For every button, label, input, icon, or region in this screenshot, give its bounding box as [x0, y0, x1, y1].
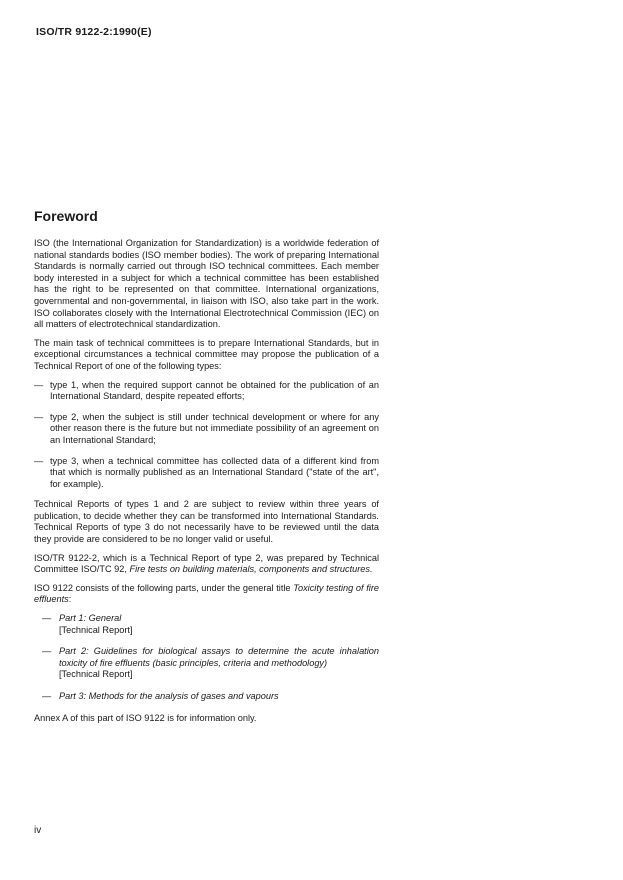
part-label: Part 1:: [59, 613, 87, 624]
paragraph-technical-committees: The main task of technical committees is to prepare International Standards, but in exceptional circumstances a technical committee may propose the publication of a Technical Report of one of the following types:: [34, 337, 379, 371]
parts-list: [34, 613, 379, 703]
paragraph-iso-intro: ISO (the International Organization for Standardization) is a worldwide federation of national standards bodies (ISO member bodies). The work of preparing International Standards is normally carried out through ISO technical committees. Each member body interested in a subject for which a technical committee has been established has the right to be represented on that committee. International organizations, governmental and non-governmental, in liaison with ISO, also take part in the work. ISO collaborates closely with the International Electrotechnical Commission (IEC) on all matters of electrotechnical standardization.: [34, 238, 379, 330]
parts-intro-colon: :: [68, 594, 72, 605]
list-item-part-3: [34, 691, 379, 703]
list-item-type-1: — type 1, when the required support cannot be obtained for the publication of an International Standard, despite repeated efforts;: [34, 380, 379, 403]
foreword-heading: Foreword: [34, 208, 98, 224]
paragraph-parts-intro: [34, 583, 379, 606]
general-title: Toxicity testing of fire effluents: [34, 582, 379, 605]
foreword-body: [34, 238, 379, 731]
part-label: Part 3:: [59, 691, 87, 701]
part-title: Methods for the analysis of gases and vapours: [88, 691, 279, 701]
part-title: Guidelines for biological assays to determine the acute inhalation toxicity of fire effluents (basic principles, criteria and methodology): [59, 646, 379, 668]
list-item-part-1: [34, 613, 379, 636]
paragraph-review: Technical Reports of types 1 and 2 are subject to review within three years of publication, to decide whether they can be transformed into International Standards. Technical Reports of type 3 do not necessarily have to be reviewed until the data they provide are considered to be no longer valid or useful.: [34, 499, 379, 545]
list-item-part-2: [34, 646, 379, 681]
part-title: General: [88, 613, 122, 624]
committee-title: Fire tests on building materials, components and structures.: [129, 564, 373, 575]
parts-intro-text: ISO 9122 consists of the following parts, under the general title: [34, 582, 291, 593]
paragraph-annex: Annex A of this part of ISO 9122 is for information only.: [34, 712, 257, 723]
document-identifier: ISO/TR 9122-2:1990(E): [36, 26, 152, 38]
part-note: [Technical Report]: [59, 669, 133, 680]
list-item-type-2: — type 2, when the subject is still under technical development or where for any other reason there is the future but not immediate possibility of an agreement on an International Standard;: [34, 412, 379, 447]
list-item-type-3: — type 3, when a technical committee has collected data of a different kind from that which is normally published as an International Standard ("state of the art", for example).: [34, 456, 379, 491]
part-label: Part 2:: [59, 646, 89, 657]
report-types-list: [34, 380, 379, 491]
prepared-by-text: ISO/TR 9122-2, which is a Technical Report of type 2, was prepared by Technical Committee ISO/TC 92,: [34, 552, 379, 575]
part-note: [Technical Report]: [59, 624, 133, 635]
paragraph-prepared-by: [34, 553, 379, 576]
page-number: iv: [34, 825, 42, 836]
